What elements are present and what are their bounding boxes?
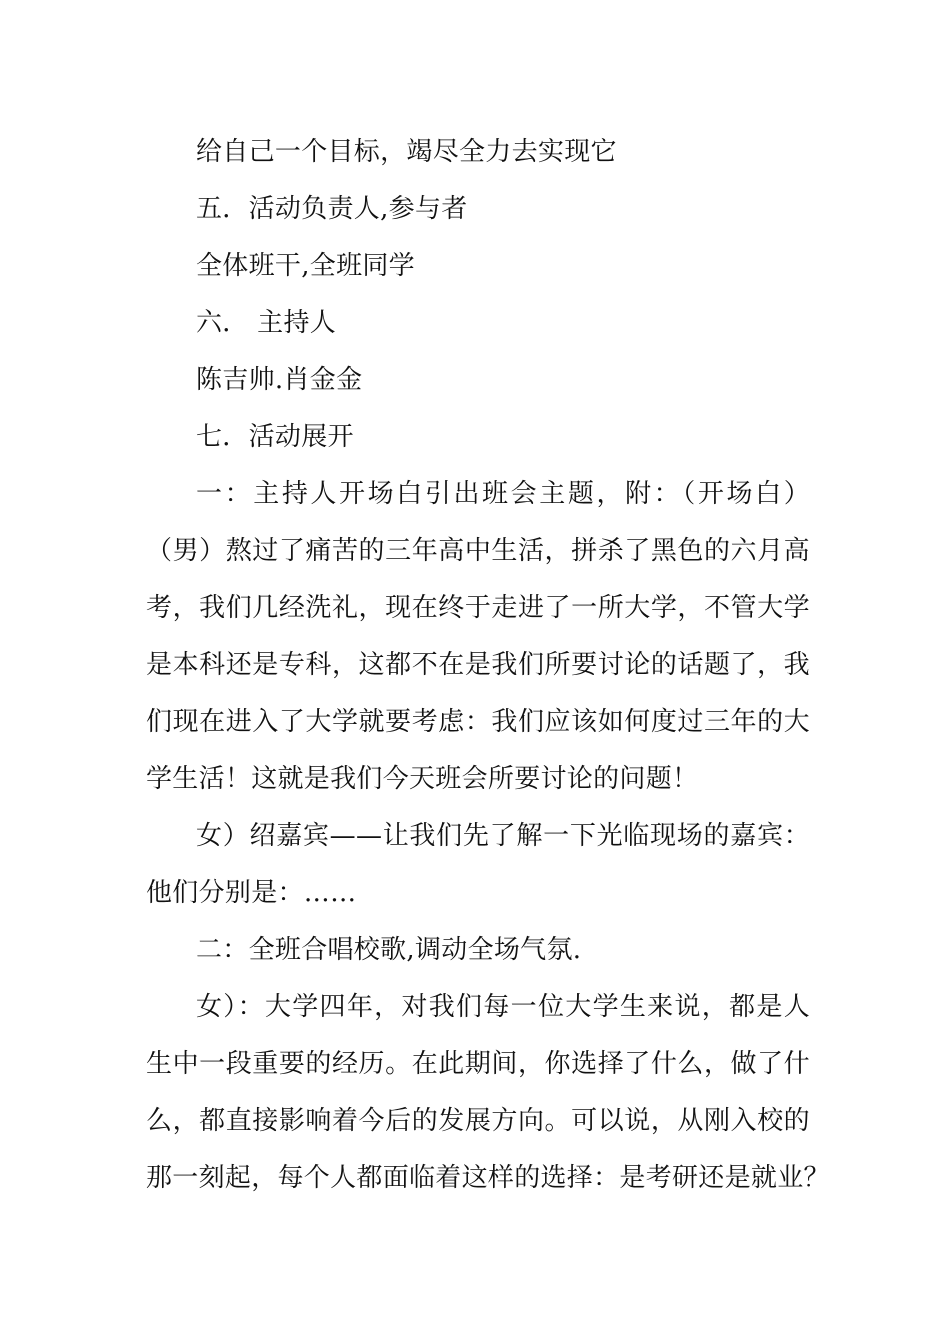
- paragraph-line: 是本科还是专科，这都不在是我们所要讨论的话题了，我: [146, 650, 810, 680]
- section-six-heading: 六． 主持人: [196, 308, 337, 338]
- paragraph-line: 女）：大学四年，对我们每一位大学生来说，都是人: [196, 992, 810, 1022]
- paragraph-line: （男）熬过了痛苦的三年高中生活，拼杀了黑色的六月高: [146, 536, 810, 566]
- text-line-goal: 给自己一个目标，竭尽全力去实现它: [196, 137, 617, 167]
- paragraph-line: 女）绍嘉宾——让我们先了解一下光临现场的嘉宾：: [196, 821, 810, 851]
- text-line-participants: 全体班干,全班同学: [196, 251, 415, 281]
- paragraph-line: 一：主持人开场白引出班会主题，附：（开场白）: [196, 479, 810, 509]
- paragraph-line: 那一刻起，每个人都面临着这样的选择：是考研还是就业？: [146, 1163, 830, 1193]
- paragraph-line: 考，我们几经洗礼，现在终于走进了一所大学，不管大学: [146, 593, 810, 623]
- section-seven-heading: 七．活动展开: [196, 422, 354, 452]
- paragraph-line: 二：全班合唱校歌,调动全场气氛.: [196, 935, 582, 965]
- paragraph-line: 生中一段重要的经历。在此期间，你选择了什么，做了什: [146, 1049, 810, 1079]
- paragraph-line: 学生活！这就是我们今天班会所要讨论的问题！: [146, 764, 699, 794]
- text-line-hosts: 陈吉帅.肖金金: [196, 365, 363, 395]
- paragraph-line: 么，都直接影响着今后的发展方向。可以说，从刚入校的: [146, 1106, 810, 1136]
- paragraph-line: 们现在进入了大学就要考虑：我们应该如何度过三年的大: [146, 707, 810, 737]
- section-five-heading: 五．活动负责人,参与者: [196, 194, 468, 224]
- paragraph-line: 他们分别是：……: [146, 878, 357, 908]
